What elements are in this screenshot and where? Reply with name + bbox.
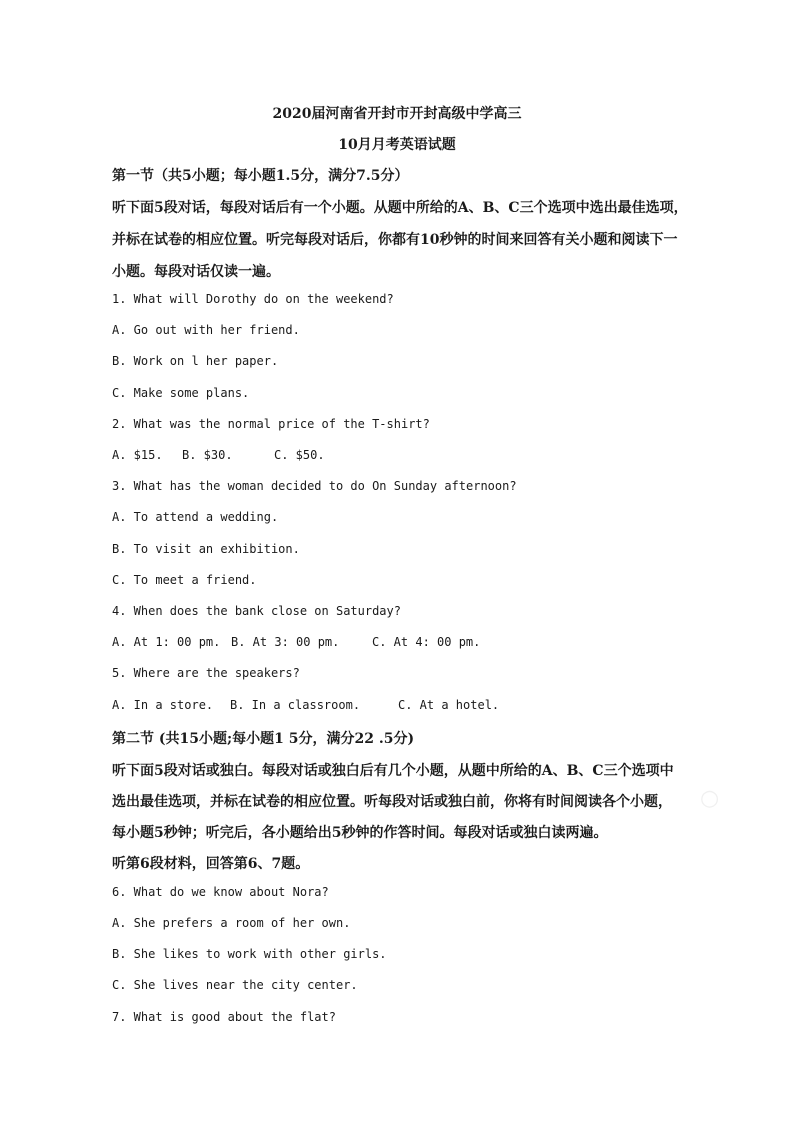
option: A. Go out with her friend. xyxy=(112,323,300,337)
section2-heading: 第二节 (共15小题;每小题1 5分，满分22 .5分) xyxy=(112,731,415,747)
section1-instruction-line: 听下面5段对话，每段对话后有一个小题。从题中所给的A、B、C三个选项中选出最佳选项， xyxy=(112,200,688,216)
options-row xyxy=(112,448,325,462)
option: B. Work on l her paper. xyxy=(112,354,279,368)
option: A. To attend a wedding. xyxy=(112,510,279,524)
exam-subtitle: 10月月考英语试题 xyxy=(338,137,456,153)
section2-instruction-line: 每小题5秒钟；听完后，各小题给出5秒钟的作答时间。每段对话或独白读两遍。 xyxy=(112,825,608,841)
material-note: 听第6段材料，回答第6、7题。 xyxy=(112,856,310,872)
option: B. To visit an exhibition. xyxy=(112,542,300,556)
question-5: 5. Where are the speakers? xyxy=(112,666,300,680)
question-3: 3. What has the woman decided to do On Sunday afternoon? xyxy=(112,479,517,493)
option: B. At 3: 00 pm. xyxy=(231,635,340,649)
option: A. In a store. xyxy=(112,698,214,712)
option: B. In a classroom. xyxy=(230,698,361,712)
option: A. $15. xyxy=(112,448,163,462)
option: C. She lives near the city center. xyxy=(112,978,358,992)
option: C. To meet a friend. xyxy=(112,573,257,587)
question-2: 2. What was the normal price of the T-shirt? xyxy=(112,417,430,431)
section1-heading: 第一节（共5小题；每小题1.5分，满分7.5分） xyxy=(112,168,409,184)
option: C. At a hotel. xyxy=(398,698,500,712)
question-6: 6. What do we know about Nora? xyxy=(112,885,329,899)
section2-instruction-line: 听下面5段对话或独白。每段对话或独白后有几个小题，从题中所给的A、B、C三个选项中 xyxy=(112,763,674,779)
question-4: 4. When does the bank close on Saturday? xyxy=(112,604,401,618)
section1-instruction-line: 并标在试卷的相应位置。听完每段对话后，你都有10秒钟的时间来回答有关小题和阅读下一 xyxy=(112,232,678,248)
exam-title: 2020届河南省开封市开封高级中学高三 xyxy=(272,106,522,122)
section1-instruction-line: 小题。每段对话仅读一遍。 xyxy=(112,264,280,280)
question-1: 1. What will Dorothy do on the weekend? xyxy=(112,292,394,306)
options-row xyxy=(112,698,499,712)
option: C. Make some plans. xyxy=(112,386,250,400)
options-row xyxy=(112,635,480,649)
question-7: 7. What is good about the flat? xyxy=(112,1010,336,1024)
option: C. At 4: 00 pm. xyxy=(372,635,481,649)
watermark-smudge: ○ xyxy=(700,786,720,811)
option: C. $50. xyxy=(274,448,325,462)
section2-instruction-line: 选出最佳选项，并标在试卷的相应位置。听每段对话或独白前，你将有时间阅读各个小题， xyxy=(112,794,672,810)
option: A. She prefers a room of her own. xyxy=(112,916,351,930)
option: B. $30. xyxy=(182,448,233,462)
option: A. At 1: 00 pm. xyxy=(112,635,221,649)
option: B. She likes to work with other girls. xyxy=(112,947,387,961)
